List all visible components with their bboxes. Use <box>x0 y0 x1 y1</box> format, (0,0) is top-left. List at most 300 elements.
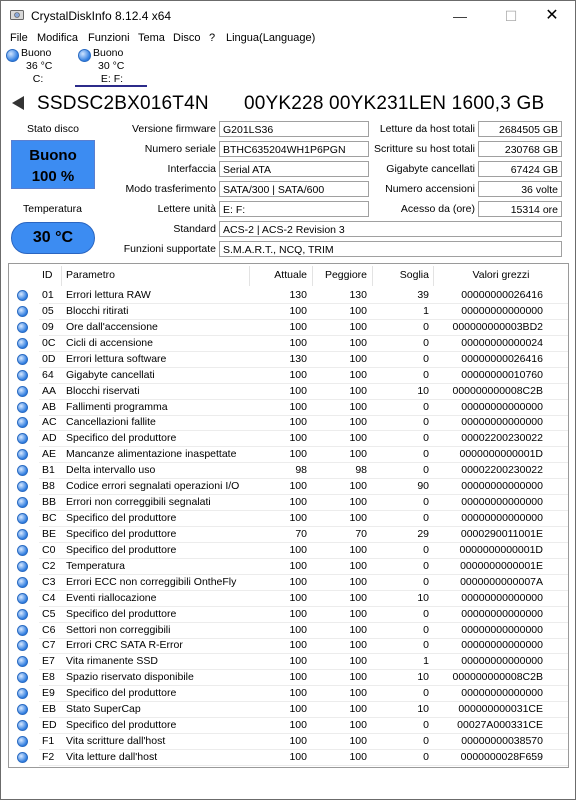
attribute-name: Cancellazioni fallite <box>66 416 156 429</box>
table-row[interactable] <box>9 527 568 543</box>
attribute-id: E7 <box>42 655 55 668</box>
features-label: Funzioni supportate <box>123 243 216 255</box>
attribute-id: 05 <box>42 304 54 317</box>
attribute-name: Temperatura <box>66 559 125 572</box>
attribute-threshold: 0 <box>423 432 429 445</box>
attribute-current: 130 <box>289 352 307 365</box>
table-row[interactable] <box>9 591 568 607</box>
attribute-threshold: 10 <box>417 384 429 397</box>
status-dot-icon <box>17 449 28 460</box>
attribute-name: Errori non correggibili segnalati <box>66 496 211 509</box>
table-row[interactable] <box>9 734 568 750</box>
status-dot-icon <box>17 481 28 492</box>
attribute-raw: 00000000000000 <box>461 607 543 620</box>
attribute-name: Specifico del produttore <box>66 543 177 556</box>
table-row[interactable] <box>9 559 568 575</box>
close-button[interactable]: ✕ <box>545 7 559 24</box>
attribute-name: Fallimenti programma <box>66 400 168 413</box>
attribute-id: F1 <box>42 735 55 748</box>
attribute-current: 100 <box>289 416 307 429</box>
serial-label: Numero seriale <box>144 143 216 155</box>
attribute-worst: 100 <box>349 687 367 700</box>
attribute-id: 0D <box>42 352 56 365</box>
title-bar <box>1 1 575 31</box>
attribute-current: 100 <box>289 575 307 588</box>
attribute-worst: 100 <box>349 543 367 556</box>
attribute-raw: 00000000010760 <box>461 368 543 381</box>
window-title: CrystalDiskInfo 8.12.4 x64 <box>31 9 172 23</box>
attribute-current: 100 <box>289 512 307 525</box>
menu-bar <box>1 31 575 45</box>
table-row[interactable] <box>9 431 568 447</box>
attribute-worst: 100 <box>349 448 367 461</box>
table-row[interactable] <box>9 463 568 479</box>
status-dot-icon <box>17 640 28 651</box>
menu-lingua[interactable]: Lingua(Language) <box>226 32 316 44</box>
serial-value: BTHC635204WH1P6PGN <box>219 141 369 157</box>
attribute-worst: 100 <box>349 304 367 317</box>
status-dot-icon <box>17 433 28 444</box>
attribute-worst: 100 <box>349 320 367 333</box>
attribute-raw: 0000290011001E <box>460 527 543 540</box>
power-on-count-label: Numero accensioni <box>385 183 475 195</box>
attribute-current: 100 <box>289 304 307 317</box>
header-threshold[interactable]: Soglia <box>399 269 429 281</box>
menu-tema[interactable]: Tema <box>138 32 165 44</box>
status-dot-icon <box>17 736 28 747</box>
attribute-threshold: 0 <box>423 400 429 413</box>
attribute-threshold: 0 <box>423 639 429 652</box>
attribute-threshold: 0 <box>423 496 429 509</box>
attribute-threshold: 10 <box>417 671 429 684</box>
attribute-worst: 100 <box>349 623 367 636</box>
attribute-worst: 100 <box>349 336 367 349</box>
attribute-threshold: 0 <box>423 464 429 477</box>
attribute-raw: 00000000026416 <box>461 352 543 365</box>
table-row[interactable] <box>9 352 568 368</box>
menu-help[interactable]: ? <box>209 32 216 44</box>
attribute-worst: 100 <box>349 735 367 748</box>
temperature-label: Temperatura <box>23 203 82 215</box>
table-row[interactable] <box>9 750 568 766</box>
attribute-worst: 100 <box>349 639 367 652</box>
attribute-raw: 00000000000000 <box>461 416 543 429</box>
health-status-text: Buono <box>29 147 77 164</box>
header-id[interactable]: ID <box>42 269 53 281</box>
attribute-name: Gigabyte cancellati <box>66 368 155 381</box>
table-row[interactable] <box>9 479 568 495</box>
status-dot-icon <box>17 338 28 349</box>
status-dot-icon <box>17 465 28 476</box>
attribute-id: C4 <box>42 591 56 604</box>
attribute-name: Stato SuperCap <box>66 703 141 716</box>
header-divider <box>433 266 434 286</box>
attribute-worst: 100 <box>349 750 367 763</box>
header-worst[interactable]: Peggiore <box>324 269 367 281</box>
health-percent-text: 100 % <box>31 168 75 185</box>
gb-erased-label: Gigabyte cancellati <box>386 163 475 175</box>
status-dot-icon <box>17 625 28 636</box>
attribute-current: 100 <box>289 496 307 509</box>
status-dot-icon <box>17 545 28 556</box>
attribute-name: Specifico del produttore <box>66 687 177 700</box>
table-row[interactable] <box>9 511 568 527</box>
attribute-worst: 100 <box>349 384 367 397</box>
table-row[interactable] <box>9 718 568 734</box>
smart-table <box>8 263 569 768</box>
firmware-value: G201LS36 <box>219 121 369 137</box>
status-dot-icon <box>17 704 28 715</box>
attribute-worst: 100 <box>349 512 367 525</box>
attribute-id: AE <box>42 448 57 461</box>
attribute-worst: 100 <box>349 480 367 493</box>
status-dot-icon <box>17 354 28 365</box>
status-dot-icon <box>17 656 28 667</box>
attribute-current: 100 <box>289 368 307 381</box>
attribute-current: 100 <box>289 400 307 413</box>
interface-label: Interfaccia <box>167 163 216 175</box>
menu-funzioni[interactable]: Funzioni <box>88 32 130 44</box>
attribute-threshold: 0 <box>423 607 429 620</box>
attribute-threshold: 1 <box>423 655 429 668</box>
drive-tab-c[interactable] <box>1 47 67 87</box>
attribute-name: Vita letture dall'host <box>66 750 158 763</box>
table-row[interactable] <box>9 670 568 686</box>
status-dot-icon <box>78 49 91 62</box>
attribute-id: BB <box>42 496 57 509</box>
header-divider <box>61 266 62 286</box>
attribute-name: Mancanze alimentazione inaspettate <box>66 448 237 461</box>
attribute-worst: 100 <box>349 559 367 572</box>
drive-status: Buono <box>21 47 52 59</box>
attribute-current: 70 <box>295 527 307 540</box>
host-reads-value: 2684505 GB <box>478 121 562 137</box>
attribute-raw: 00000000038570 <box>461 735 543 748</box>
attribute-id: ED <box>42 719 57 732</box>
status-dot-icon <box>17 529 28 540</box>
status-dot-icon <box>6 49 19 62</box>
attribute-threshold: 0 <box>423 448 429 461</box>
table-row[interactable] <box>9 654 568 670</box>
attribute-current: 100 <box>289 559 307 572</box>
attribute-raw: 00000000000000 <box>461 639 543 652</box>
attribute-raw: 00000000000000 <box>461 304 543 317</box>
attribute-raw: 00000000026416 <box>461 289 543 301</box>
attribute-worst: 100 <box>349 368 367 381</box>
attribute-threshold: 29 <box>417 527 429 540</box>
table-row[interactable] <box>9 575 568 591</box>
attribute-current: 100 <box>289 735 307 748</box>
attribute-id: AC <box>42 416 57 429</box>
attribute-raw: 000000000031CE <box>458 703 543 716</box>
attribute-raw: 0000000000001E <box>460 559 543 572</box>
table-row[interactable] <box>9 607 568 623</box>
attribute-raw: 0000000000001D <box>459 448 543 461</box>
transfer-mode-value: SATA/300 | SATA/600 <box>219 181 369 197</box>
menu-disco[interactable]: Disco <box>173 32 201 44</box>
health-status-button[interactable] <box>11 140 95 189</box>
attribute-current: 100 <box>289 448 307 461</box>
attribute-raw: 00000000000000 <box>461 480 543 493</box>
row-divider <box>39 765 568 766</box>
standard-value: ACS-2 | ACS-2 Revision 3 <box>219 221 562 237</box>
drive-tab-ef[interactable] <box>73 47 139 87</box>
attribute-name: Blocchi ritirati <box>66 304 129 317</box>
attribute-raw: 00000000000000 <box>461 687 543 700</box>
attribute-raw: 000000000008C2B <box>452 384 543 397</box>
attribute-raw: 00000000000000 <box>461 400 543 413</box>
attribute-name: Specifico del produttore <box>66 607 177 620</box>
attribute-raw: 000000000003BD2 <box>452 320 543 333</box>
status-dot-icon <box>17 370 28 381</box>
attribute-threshold: 0 <box>423 416 429 429</box>
drive-model: SSDSC2BX016T4N <box>37 93 209 114</box>
attribute-worst: 98 <box>355 464 367 477</box>
attribute-id: C2 <box>42 559 56 572</box>
attribute-raw: 000000000008C2B <box>452 671 543 684</box>
attribute-name: Codice errori segnalati operazioni I/O <box>66 480 240 493</box>
attribute-name: Settori non correggibili <box>66 623 171 636</box>
attribute-current: 100 <box>289 750 307 763</box>
health-status-label: Stato disco <box>27 123 79 135</box>
attribute-worst: 100 <box>349 655 367 668</box>
status-dot-icon <box>17 672 28 683</box>
attribute-raw: 00002200230022 <box>461 464 543 477</box>
attribute-worst: 100 <box>349 352 367 365</box>
attribute-threshold: 0 <box>423 512 429 525</box>
attribute-current: 100 <box>289 384 307 397</box>
attribute-threshold: 0 <box>423 687 429 700</box>
attribute-current: 100 <box>289 320 307 333</box>
table-row[interactable] <box>9 320 568 336</box>
attribute-id: AB <box>42 400 57 413</box>
attribute-id: C0 <box>42 543 56 556</box>
status-dot-icon <box>17 290 28 301</box>
attribute-threshold: 0 <box>423 559 429 572</box>
attribute-name: Specifico del produttore <box>66 432 177 445</box>
attribute-current: 100 <box>289 480 307 493</box>
attribute-threshold: 0 <box>423 575 429 588</box>
table-row[interactable] <box>9 288 568 304</box>
attribute-name: Delta intervallo uso <box>66 464 156 477</box>
attribute-current: 100 <box>289 432 307 445</box>
table-row[interactable] <box>9 384 568 400</box>
attribute-threshold: 10 <box>417 591 429 604</box>
attribute-current: 100 <box>289 607 307 620</box>
attribute-name: Errori ECC non correggibili OntheFly <box>66 575 237 588</box>
attribute-threshold: 0 <box>423 623 429 636</box>
header-current[interactable]: Attuale <box>274 269 307 281</box>
attribute-raw: 00000000000000 <box>461 496 543 509</box>
status-dot-icon <box>17 720 28 731</box>
status-dot-icon <box>17 386 28 397</box>
attribute-threshold: 0 <box>423 336 429 349</box>
table-row[interactable] <box>9 686 568 702</box>
standard-label: Standard <box>173 223 216 235</box>
attribute-threshold: 0 <box>423 750 429 763</box>
attribute-raw: 00000000000000 <box>461 623 543 636</box>
attribute-threshold: 0 <box>423 368 429 381</box>
drive-status: Buono <box>93 47 124 59</box>
attribute-name: Vita rimanente SSD <box>66 655 159 668</box>
header-raw[interactable]: Valori grezzi <box>472 269 530 281</box>
attribute-current: 100 <box>289 543 307 556</box>
table-row[interactable] <box>9 623 568 639</box>
table-row[interactable] <box>9 702 568 718</box>
header-parameter[interactable]: Parametro <box>66 269 116 281</box>
status-dot-icon <box>17 306 28 317</box>
table-row[interactable] <box>9 495 568 511</box>
minimize-button[interactable]: — <box>453 8 467 24</box>
attribute-worst: 100 <box>349 496 367 509</box>
power-on-count-value: 36 volte <box>478 181 562 197</box>
attribute-id: 64 <box>42 368 54 381</box>
attribute-current: 100 <box>289 687 307 700</box>
status-dot-icon <box>17 322 28 333</box>
attribute-raw: 00000000000000 <box>461 512 543 525</box>
status-dot-icon <box>17 417 28 428</box>
attribute-threshold: 39 <box>417 289 429 301</box>
attribute-name: Ore dall'accensione <box>66 320 158 333</box>
status-dot-icon <box>17 688 28 699</box>
attribute-current: 100 <box>289 639 307 652</box>
table-row[interactable] <box>9 543 568 559</box>
attribute-name: Cicli di accensione <box>66 336 153 349</box>
attribute-worst: 100 <box>349 575 367 588</box>
attribute-id: E8 <box>42 671 55 684</box>
previous-drive-button[interactable] <box>10 94 28 112</box>
attribute-name: Errori lettura RAW <box>66 289 151 301</box>
host-writes-value: 230768 GB <box>478 141 562 157</box>
menu-modifica[interactable]: Modifica <box>37 32 78 44</box>
selected-drive-underline <box>75 85 147 87</box>
attribute-worst: 100 <box>349 432 367 445</box>
attribute-raw: 00000000000000 <box>461 655 543 668</box>
drive-letters-value: E: F: <box>219 201 369 217</box>
temperature-value: 30 °C <box>32 229 74 246</box>
attribute-id: EB <box>42 703 57 716</box>
drive-temp: 30 °C <box>98 60 125 72</box>
attribute-id: E9 <box>42 687 55 700</box>
gb-erased-value: 67424 GB <box>478 161 562 177</box>
interface-value: Serial ATA <box>219 161 369 177</box>
attribute-id: B8 <box>42 480 55 493</box>
attribute-current: 98 <box>295 464 307 477</box>
attribute-worst: 100 <box>349 719 367 732</box>
status-dot-icon <box>17 593 28 604</box>
attribute-raw: 0000000000007A <box>460 575 543 588</box>
attribute-name: Errori lettura software <box>66 352 167 365</box>
drive-letters: E: F: <box>100 73 124 85</box>
menu-file[interactable]: File <box>10 32 28 44</box>
table-row[interactable] <box>9 368 568 384</box>
power-on-hours-label: Acesso da (ore) <box>400 203 475 215</box>
table-row[interactable] <box>9 336 568 352</box>
attribute-threshold: 0 <box>423 320 429 333</box>
attribute-worst: 100 <box>349 607 367 620</box>
power-on-hours-value: 15314 ore <box>478 201 562 217</box>
drive-tabs <box>1 45 575 87</box>
drive-temp: 36 °C <box>26 60 53 72</box>
attribute-threshold: 0 <box>423 735 429 748</box>
status-dot-icon <box>17 561 28 572</box>
attribute-worst: 70 <box>355 527 367 540</box>
host-reads-label: Letture da host totali <box>379 123 475 135</box>
attribute-id: 01 <box>42 289 54 301</box>
table-row[interactable] <box>9 415 568 431</box>
temperature-indicator[interactable] <box>11 222 95 254</box>
maximize-button[interactable]: ☐ <box>504 8 518 24</box>
attribute-id: C3 <box>42 575 56 588</box>
attribute-id: AD <box>42 432 57 445</box>
attribute-raw: 00002200230022 <box>461 432 543 445</box>
attribute-current: 130 <box>289 289 307 301</box>
attribute-name: Blocchi riservati <box>66 384 140 397</box>
attribute-worst: 100 <box>349 400 367 413</box>
drive-letters-label: Lettere unità <box>157 203 216 215</box>
features-value: S.M.A.R.T., NCQ, TRIM <box>219 241 562 257</box>
attribute-current: 100 <box>289 336 307 349</box>
table-row[interactable] <box>9 400 568 416</box>
table-row[interactable] <box>9 638 568 654</box>
attribute-raw: 00000000000000 <box>461 591 543 604</box>
attribute-id: AA <box>42 384 57 397</box>
attribute-id: BE <box>42 527 57 540</box>
status-dot-icon <box>17 577 28 588</box>
attribute-id: C7 <box>42 639 56 652</box>
table-row[interactable] <box>9 447 568 463</box>
attribute-worst: 130 <box>349 289 367 301</box>
attribute-raw: 0000000000001D <box>459 543 543 556</box>
transfer-mode-label: Modo trasferimento <box>125 183 216 195</box>
attribute-current: 100 <box>289 623 307 636</box>
attribute-name: Specifico del produttore <box>66 527 177 540</box>
attribute-threshold: 1 <box>423 304 429 317</box>
status-dot-icon <box>17 402 28 413</box>
host-writes-label: Scritture su host totali <box>374 143 475 155</box>
table-row[interactable] <box>9 304 568 320</box>
attribute-current: 100 <box>289 655 307 668</box>
attribute-worst: 100 <box>349 591 367 604</box>
attribute-worst: 100 <box>349 703 367 716</box>
attribute-raw: 0000000028F659 <box>460 750 543 763</box>
attribute-worst: 100 <box>349 671 367 684</box>
attribute-threshold: 90 <box>417 480 429 493</box>
drive-model-details: 00YK228 00YK231LEN 1600,3 GB <box>244 93 545 114</box>
drive-letters: C: <box>32 73 44 85</box>
attribute-id: F2 <box>42 750 55 763</box>
attribute-current: 100 <box>289 719 307 732</box>
attribute-name: Eventi riallocazione <box>66 591 157 604</box>
status-dot-icon <box>17 513 28 524</box>
attribute-name: Specifico del produttore <box>66 512 177 525</box>
attribute-id: 0C <box>42 336 56 349</box>
attribute-threshold: 0 <box>423 352 429 365</box>
attribute-current: 100 <box>289 703 307 716</box>
attribute-id: C5 <box>42 607 56 620</box>
attribute-current: 100 <box>289 671 307 684</box>
attribute-worst: 100 <box>349 416 367 429</box>
status-dot-icon <box>17 497 28 508</box>
attribute-name: Errori CRC SATA R-Error <box>66 639 183 652</box>
attribute-raw: 00027A000331CE <box>457 719 543 732</box>
attribute-id: B1 <box>42 464 55 477</box>
attribute-name: Spazio riservato disponibile <box>66 671 194 684</box>
attribute-threshold: 0 <box>423 543 429 556</box>
firmware-label: Versione firmware <box>131 123 216 135</box>
attribute-current: 100 <box>289 591 307 604</box>
attribute-threshold: 0 <box>423 719 429 732</box>
